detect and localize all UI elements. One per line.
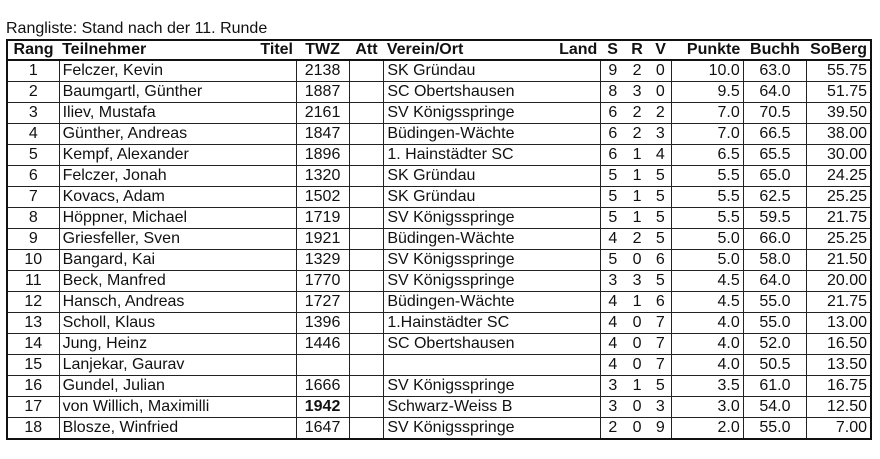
cell-sonneborn-berger: 55.75 xyxy=(807,60,871,82)
cell-remis: 0 xyxy=(625,334,650,355)
cell-siege: 6 xyxy=(600,145,625,166)
cell-buchholz: 62.5 xyxy=(743,187,806,208)
cell-att xyxy=(349,355,384,376)
cell-twz: 2161 xyxy=(296,103,349,124)
cell-punkte: 2.0 xyxy=(672,418,743,440)
cell-twz: 1502 xyxy=(296,187,349,208)
cell-punkte: 6.5 xyxy=(672,145,743,166)
cell-twz: 1770 xyxy=(296,271,349,292)
cell-verein: SV Königsspringe xyxy=(384,271,551,292)
cell-verein: SC Obertshausen xyxy=(384,334,551,355)
cell-rang: 13 xyxy=(7,313,59,334)
cell-punkte: 5.5 xyxy=(672,187,743,208)
cell-siege: 3 xyxy=(600,397,625,418)
cell-twz: 1666 xyxy=(296,376,349,397)
cell-siege: 2 xyxy=(600,418,625,440)
cell-verluste: 5 xyxy=(649,187,671,208)
cell-teilnehmer: Hansch, Andreas xyxy=(59,292,249,313)
cell-punkte: 5.5 xyxy=(672,166,743,187)
cell-remis: 3 xyxy=(625,271,650,292)
table-row xyxy=(7,208,871,229)
cell-buchholz: 66.5 xyxy=(743,124,806,145)
col-header-land: Land xyxy=(551,40,600,60)
standings-header xyxy=(7,40,871,60)
cell-att xyxy=(349,187,384,208)
table-row xyxy=(7,397,871,418)
cell-remis: 1 xyxy=(625,208,650,229)
cell-land xyxy=(551,145,600,166)
cell-buchholz: 70.5 xyxy=(743,103,806,124)
cell-land xyxy=(551,166,600,187)
cell-siege: 5 xyxy=(600,208,625,229)
cell-titel xyxy=(249,124,296,145)
cell-land xyxy=(551,229,600,250)
cell-buchholz: 65.0 xyxy=(743,166,806,187)
cell-verein: SK Gründau xyxy=(384,187,551,208)
table-row xyxy=(7,60,871,82)
table-row xyxy=(7,250,871,271)
cell-twz: 1396 xyxy=(296,313,349,334)
cell-teilnehmer: Kempf, Alexander xyxy=(59,145,249,166)
cell-twz: 1719 xyxy=(296,208,349,229)
standings-body xyxy=(7,60,871,439)
cell-rang: 18 xyxy=(7,418,59,440)
cell-verluste: 2 xyxy=(649,103,671,124)
cell-sonneborn-berger: 24.25 xyxy=(807,166,871,187)
cell-rang: 2 xyxy=(7,82,59,103)
col-header-soberg: SoBerg xyxy=(807,40,871,60)
cell-titel xyxy=(249,60,296,82)
cell-buchholz: 55.0 xyxy=(743,313,806,334)
cell-verluste: 3 xyxy=(649,397,671,418)
table-row xyxy=(7,376,871,397)
cell-sonneborn-berger: 38.00 xyxy=(807,124,871,145)
cell-verein: 1. Hainstädter SC xyxy=(384,145,551,166)
table-row xyxy=(7,355,871,376)
col-header-buchh: Buchh xyxy=(743,40,806,60)
cell-rang: 4 xyxy=(7,124,59,145)
cell-rang: 11 xyxy=(7,271,59,292)
cell-twz: 1727 xyxy=(296,292,349,313)
cell-siege: 5 xyxy=(600,166,625,187)
cell-rang: 7 xyxy=(7,187,59,208)
cell-twz: 1887 xyxy=(296,82,349,103)
cell-rang: 3 xyxy=(7,103,59,124)
cell-punkte: 3.0 xyxy=(672,397,743,418)
col-header-att: Att xyxy=(349,40,384,60)
cell-verein: 1.Hainstädter SC xyxy=(384,313,551,334)
cell-titel xyxy=(249,187,296,208)
cell-remis: 0 xyxy=(625,397,650,418)
cell-titel xyxy=(249,313,296,334)
table-row xyxy=(7,82,871,103)
cell-buchholz: 58.0 xyxy=(743,250,806,271)
cell-verein: Büdingen-Wächte xyxy=(384,292,551,313)
cell-verluste: 5 xyxy=(649,229,671,250)
cell-att xyxy=(349,229,384,250)
cell-buchholz: 65.5 xyxy=(743,145,806,166)
cell-siege: 5 xyxy=(600,187,625,208)
cell-siege: 8 xyxy=(600,82,625,103)
cell-sonneborn-berger: 20.00 xyxy=(807,271,871,292)
cell-siege: 3 xyxy=(600,271,625,292)
cell-verein: Schwarz-Weiss B xyxy=(384,397,551,418)
cell-verein: Büdingen-Wächte xyxy=(384,229,551,250)
cell-remis: 0 xyxy=(625,355,650,376)
cell-punkte: 7.0 xyxy=(672,124,743,145)
cell-remis: 2 xyxy=(625,60,650,82)
cell-titel xyxy=(249,355,296,376)
cell-att xyxy=(349,60,384,82)
cell-twz: 2138 xyxy=(296,60,349,82)
cell-titel xyxy=(249,418,296,440)
cell-siege: 4 xyxy=(600,313,625,334)
cell-teilnehmer: Günther, Andreas xyxy=(59,124,249,145)
cell-att xyxy=(349,250,384,271)
cell-teilnehmer: Beck, Manfred xyxy=(59,271,249,292)
cell-titel xyxy=(249,166,296,187)
cell-sonneborn-berger: 13.50 xyxy=(807,355,871,376)
cell-buchholz: 66.0 xyxy=(743,229,806,250)
cell-buchholz: 59.5 xyxy=(743,208,806,229)
header-row xyxy=(7,40,871,60)
cell-punkte: 4.5 xyxy=(672,292,743,313)
cell-titel xyxy=(249,229,296,250)
cell-sonneborn-berger: 13.00 xyxy=(807,313,871,334)
cell-teilnehmer: Höppner, Michael xyxy=(59,208,249,229)
cell-sonneborn-berger: 16.50 xyxy=(807,334,871,355)
cell-verluste: 0 xyxy=(649,60,671,82)
cell-att xyxy=(349,82,384,103)
cell-rang: 17 xyxy=(7,397,59,418)
cell-verluste: 5 xyxy=(649,208,671,229)
cell-att xyxy=(349,334,384,355)
cell-verein xyxy=(384,355,551,376)
cell-twz: 1647 xyxy=(296,418,349,440)
cell-verein: SC Obertshausen xyxy=(384,82,551,103)
cell-verluste: 6 xyxy=(649,292,671,313)
cell-att xyxy=(349,376,384,397)
cell-land xyxy=(551,397,600,418)
cell-remis: 1 xyxy=(625,187,650,208)
cell-sonneborn-berger: 25.25 xyxy=(807,187,871,208)
col-header-titel: Titel xyxy=(249,40,296,60)
cell-remis: 2 xyxy=(625,103,650,124)
cell-rang: 6 xyxy=(7,166,59,187)
cell-remis: 0 xyxy=(625,313,650,334)
cell-titel xyxy=(249,145,296,166)
cell-verluste: 5 xyxy=(649,271,671,292)
cell-remis: 1 xyxy=(625,292,650,313)
cell-verluste: 7 xyxy=(649,313,671,334)
cell-punkte: 5.0 xyxy=(672,229,743,250)
cell-verein: SV Königsspringe xyxy=(384,103,551,124)
cell-twz: 1921 xyxy=(296,229,349,250)
cell-twz xyxy=(296,355,349,376)
cell-teilnehmer: von Willich, Maximilli xyxy=(59,397,249,418)
cell-verluste: 7 xyxy=(649,355,671,376)
cell-remis: 1 xyxy=(625,145,650,166)
cell-rang: 15 xyxy=(7,355,59,376)
cell-verein: SV Königsspringe xyxy=(384,418,551,440)
cell-teilnehmer: Baumgartl, Günther xyxy=(59,82,249,103)
table-row xyxy=(7,145,871,166)
cell-teilnehmer: Kovacs, Adam xyxy=(59,187,249,208)
cell-remis: 3 xyxy=(625,82,650,103)
cell-att xyxy=(349,124,384,145)
cell-land xyxy=(551,292,600,313)
cell-sonneborn-berger: 30.00 xyxy=(807,145,871,166)
cell-att xyxy=(349,208,384,229)
table-row xyxy=(7,124,871,145)
cell-sonneborn-berger: 39.50 xyxy=(807,103,871,124)
cell-punkte: 5.0 xyxy=(672,250,743,271)
cell-verluste: 6 xyxy=(649,250,671,271)
cell-land xyxy=(551,271,600,292)
cell-rang: 12 xyxy=(7,292,59,313)
table-row xyxy=(7,271,871,292)
cell-rang: 5 xyxy=(7,145,59,166)
cell-verein: SV Königsspringe xyxy=(384,250,551,271)
cell-punkte: 4.5 xyxy=(672,271,743,292)
cell-verein: Büdingen-Wächte xyxy=(384,124,551,145)
cell-titel xyxy=(249,103,296,124)
cell-land xyxy=(551,103,600,124)
table-row xyxy=(7,292,871,313)
cell-sonneborn-berger: 7.00 xyxy=(807,418,871,440)
cell-punkte: 4.0 xyxy=(672,334,743,355)
cell-siege: 9 xyxy=(600,60,625,82)
cell-remis: 2 xyxy=(625,124,650,145)
cell-teilnehmer: Gundel, Julian xyxy=(59,376,249,397)
cell-rang: 14 xyxy=(7,334,59,355)
cell-punkte: 7.0 xyxy=(672,103,743,124)
cell-verein: SK Gründau xyxy=(384,60,551,82)
cell-land xyxy=(551,313,600,334)
cell-sonneborn-berger: 51.75 xyxy=(807,82,871,103)
cell-titel xyxy=(249,271,296,292)
cell-titel xyxy=(249,82,296,103)
cell-land xyxy=(551,82,600,103)
col-header-verein: Verein/Ort xyxy=(384,40,551,60)
cell-rang: 10 xyxy=(7,250,59,271)
cell-siege: 3 xyxy=(600,376,625,397)
cell-titel xyxy=(249,376,296,397)
cell-punkte: 10.0 xyxy=(672,60,743,82)
cell-land xyxy=(551,208,600,229)
table-row xyxy=(7,313,871,334)
cell-remis: 0 xyxy=(625,418,650,440)
cell-att xyxy=(349,103,384,124)
cell-land xyxy=(551,124,600,145)
cell-punkte: 4.0 xyxy=(672,355,743,376)
table-row xyxy=(7,334,871,355)
col-header-r: R xyxy=(625,40,650,60)
cell-att xyxy=(349,145,384,166)
table-row xyxy=(7,418,871,440)
cell-verluste: 4 xyxy=(649,145,671,166)
cell-land xyxy=(551,355,600,376)
cell-teilnehmer: Scholl, Klaus xyxy=(59,313,249,334)
cell-twz: 1942 xyxy=(296,397,349,418)
cell-buchholz: 63.0 xyxy=(743,60,806,82)
cell-siege: 4 xyxy=(600,292,625,313)
cell-verluste: 0 xyxy=(649,82,671,103)
cell-siege: 4 xyxy=(600,229,625,250)
cell-verein: SK Gründau xyxy=(384,166,551,187)
col-header-s: S xyxy=(600,40,625,60)
cell-att xyxy=(349,397,384,418)
cell-buchholz: 55.0 xyxy=(743,292,806,313)
cell-twz: 1847 xyxy=(296,124,349,145)
cell-teilnehmer: Jung, Heinz xyxy=(59,334,249,355)
cell-verluste: 7 xyxy=(649,334,671,355)
cell-land xyxy=(551,187,600,208)
cell-punkte: 4.0 xyxy=(672,313,743,334)
cell-verluste: 3 xyxy=(649,124,671,145)
cell-sonneborn-berger: 25.25 xyxy=(807,229,871,250)
cell-remis: 1 xyxy=(625,376,650,397)
cell-punkte: 3.5 xyxy=(672,376,743,397)
cell-teilnehmer: Iliev, Mustafa xyxy=(59,103,249,124)
cell-verluste: 5 xyxy=(649,376,671,397)
cell-att xyxy=(349,418,384,440)
standings-table xyxy=(6,39,872,440)
cell-rang: 16 xyxy=(7,376,59,397)
cell-siege: 5 xyxy=(600,250,625,271)
table-row xyxy=(7,229,871,250)
cell-titel xyxy=(249,397,296,418)
cell-att xyxy=(349,271,384,292)
cell-siege: 4 xyxy=(600,355,625,376)
cell-buchholz: 55.0 xyxy=(743,418,806,440)
cell-sonneborn-berger: 21.75 xyxy=(807,292,871,313)
cell-verein: SV Königsspringe xyxy=(384,376,551,397)
cell-siege: 4 xyxy=(600,334,625,355)
cell-att xyxy=(349,292,384,313)
cell-buchholz: 54.0 xyxy=(743,397,806,418)
cell-twz: 1896 xyxy=(296,145,349,166)
cell-verluste: 9 xyxy=(649,418,671,440)
cell-siege: 6 xyxy=(600,103,625,124)
cell-twz: 1320 xyxy=(296,166,349,187)
cell-buchholz: 52.0 xyxy=(743,334,806,355)
cell-buchholz: 50.5 xyxy=(743,355,806,376)
col-header-teilnehmer: Teilnehmer xyxy=(59,40,249,60)
cell-rang: 9 xyxy=(7,229,59,250)
cell-teilnehmer: Felczer, Jonah xyxy=(59,166,249,187)
cell-teilnehmer: Lanjekar, Gaurav xyxy=(59,355,249,376)
col-header-punkte: Punkte xyxy=(672,40,743,60)
cell-land xyxy=(551,418,600,440)
cell-teilnehmer: Felczer, Kevin xyxy=(59,60,249,82)
cell-twz: 1329 xyxy=(296,250,349,271)
table-row xyxy=(7,103,871,124)
cell-verluste: 5 xyxy=(649,166,671,187)
cell-land xyxy=(551,250,600,271)
cell-punkte: 5.5 xyxy=(672,208,743,229)
cell-remis: 0 xyxy=(625,250,650,271)
cell-land xyxy=(551,376,600,397)
cell-twz: 1446 xyxy=(296,334,349,355)
cell-sonneborn-berger: 12.50 xyxy=(807,397,871,418)
table-row xyxy=(7,187,871,208)
col-header-rang: Rang xyxy=(7,40,59,60)
cell-sonneborn-berger: 16.75 xyxy=(807,376,871,397)
cell-att xyxy=(349,313,384,334)
col-header-v: V xyxy=(649,40,671,60)
cell-verein: SV Königsspringe xyxy=(384,208,551,229)
col-header-twz: TWZ xyxy=(296,40,349,60)
cell-buchholz: 64.0 xyxy=(743,82,806,103)
standings-caption: Rangliste: Stand nach der 11. Runde xyxy=(6,20,268,37)
cell-rang: 1 xyxy=(7,60,59,82)
cell-buchholz: 61.0 xyxy=(743,376,806,397)
table-row xyxy=(7,166,871,187)
cell-att xyxy=(349,166,384,187)
cell-land xyxy=(551,60,600,82)
cell-titel xyxy=(249,250,296,271)
cell-titel xyxy=(249,334,296,355)
cell-teilnehmer: Griesfeller, Sven xyxy=(59,229,249,250)
cell-siege: 6 xyxy=(600,124,625,145)
cell-teilnehmer: Bangard, Kai xyxy=(59,250,249,271)
cell-punkte: 9.5 xyxy=(672,82,743,103)
cell-teilnehmer: Blosze, Winfried xyxy=(59,418,249,440)
cell-remis: 2 xyxy=(625,229,650,250)
cell-land xyxy=(551,334,600,355)
cell-sonneborn-berger: 21.75 xyxy=(807,208,871,229)
cell-sonneborn-berger: 21.50 xyxy=(807,250,871,271)
cell-rang: 8 xyxy=(7,208,59,229)
cell-buchholz: 64.0 xyxy=(743,271,806,292)
cell-titel xyxy=(249,208,296,229)
cell-remis: 1 xyxy=(625,166,650,187)
cell-titel xyxy=(249,292,296,313)
